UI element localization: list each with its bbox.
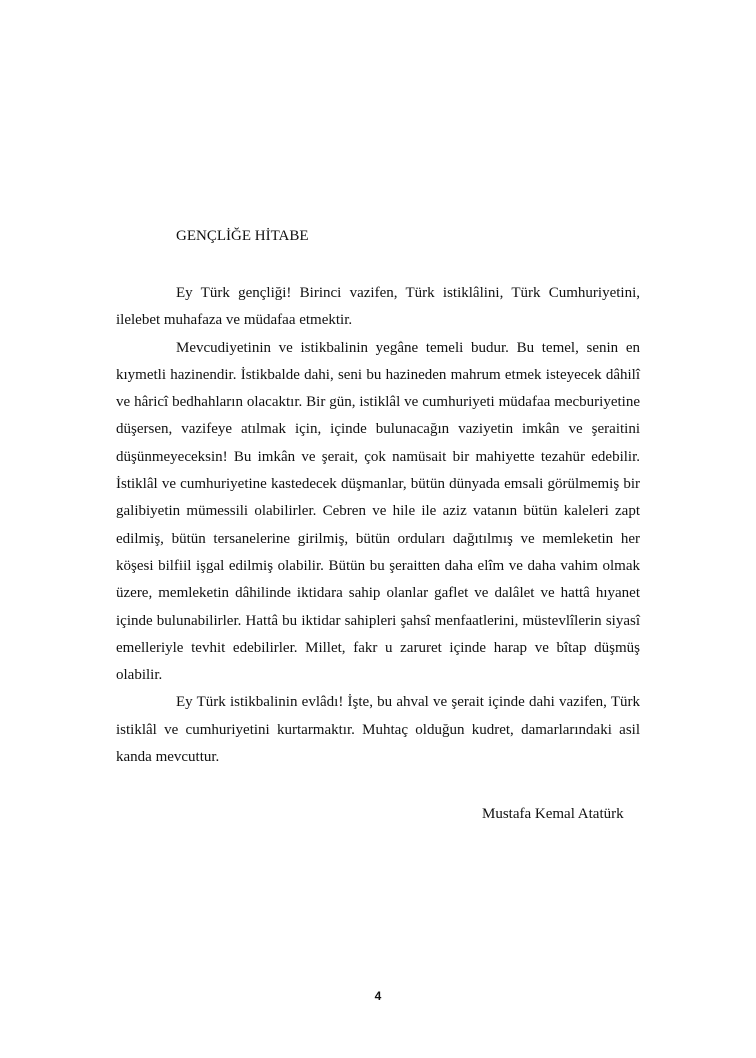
author-signature: Mustafa Kemal Atatürk	[482, 806, 624, 822]
document-title: GENÇLİĞE HİTABE	[176, 228, 309, 244]
paragraph-1: Ey Türk gençliği! Birinci vazifen, Türk istiklâlini, Türk Cumhuriyetini, ilelebet muhafaza ve müdafaa etmektir.	[116, 285, 640, 329]
document-body	[116, 280, 640, 771]
paragraph-3: Ey Türk istikbalinin evlâdı! İşte, bu ahval ve şerait içinde dahi vazifen, Türk istiklâl ve cumhuriyetini kurtarmaktır. Muhtaç olduğun kudret, damarlarındaki asil kanda mevcuttur.	[116, 694, 640, 766]
paragraph-2: Mevcudiyetinin ve istikbalinin yegâne temeli budur. Bu temel, senin en kıymetli hazinendir. İstikbalde dahi, seni bu hazineden mahrum etmek isteyecek dâhilî ve hâricî bedhahların olacaktır. Bir gün, istiklâl ve cumhuriyeti müdafaa mecburiyetine düşersen, vazifeye atılmak için, içinde bulunacağın vaziyetin imkân ve şeraitini düşünmeyeceksin! Bu imkân ve şerait, çok namüsait bir mahiyette tezahür edebilir. İstiklâl ve cumhuriyetine kastedecek düşmanlar, bütün dünyada emsali görülmemiş bir galibiyetin mümessili olabilirler. Cebren ve hile ile aziz vatanın bütün kaleleri zapt edilmiş, bütün tersanelerine girilmiş, bütün orduları dağıtılmış ve memleketin her köşesi bilfiil işgal edilmiş olabilir. Bütün bu şeraitten daha elîm ve daha vahim olmak üzere, memleketin dâhilinde iktidara sahip olanlar gaflet ve dalâlet ve hattâ hıyanet içinde bulunabilirler. Hattâ bu iktidar sahipleri şahsî menfaatlerini, müstevlîlerin siyasî emelleriyle tevhit edebilirler. Millet, fakr u zaruret içinde harap ve bîtap düşmüş olabilir.	[116, 339, 640, 684]
page-number: 4	[374, 989, 382, 1003]
